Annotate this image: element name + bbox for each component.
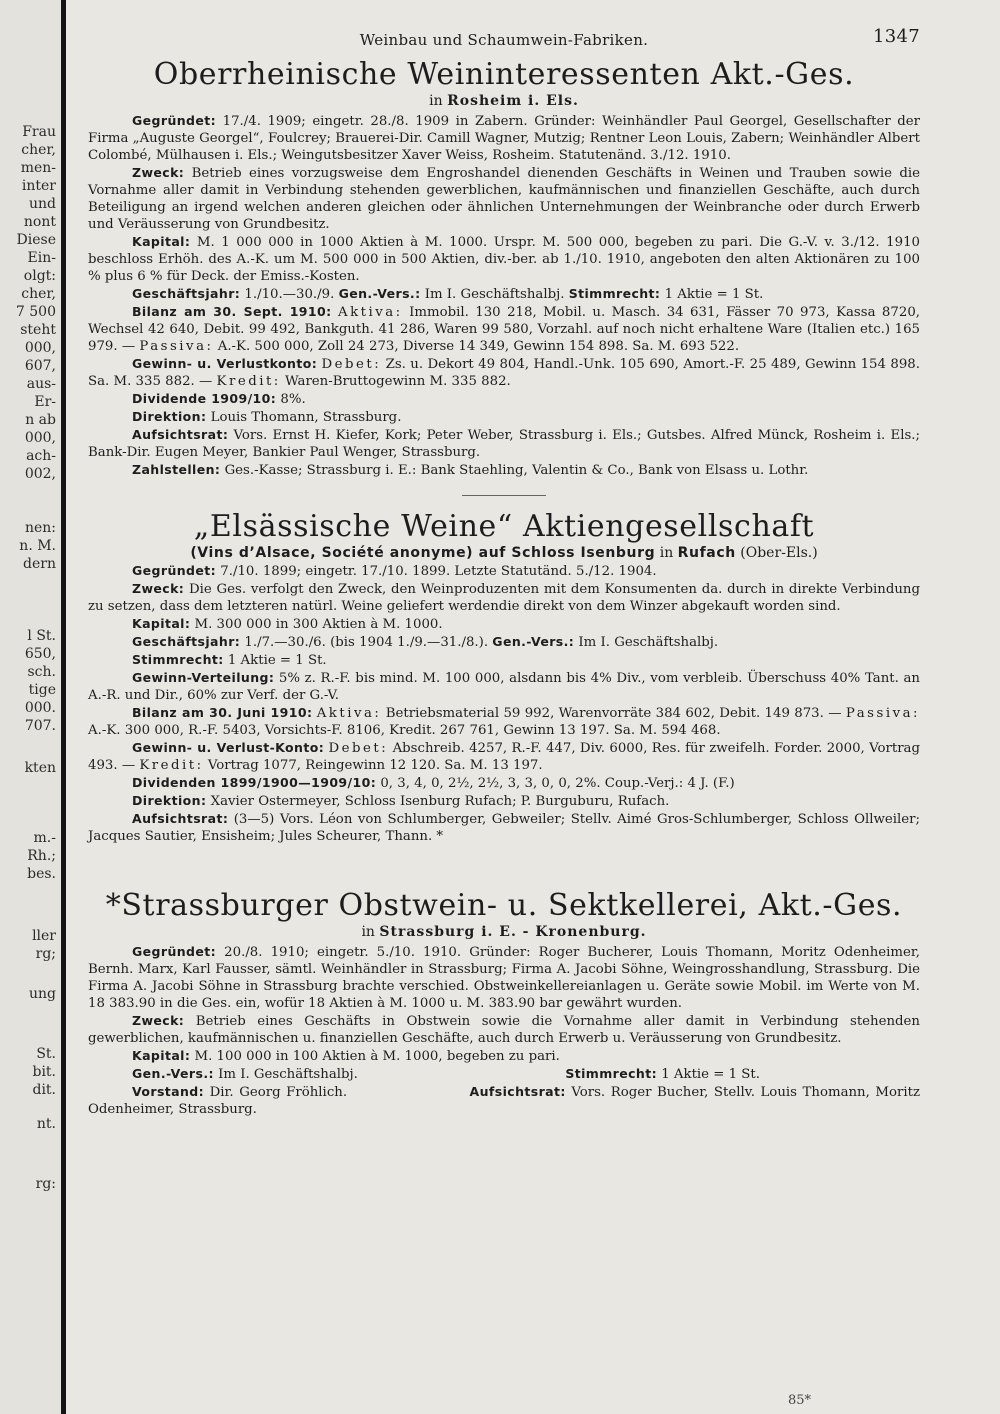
margin-fragment: 7 500 xyxy=(15,304,56,320)
margin-fragment: bes. xyxy=(27,866,56,882)
margin-fragment: cher, xyxy=(21,142,56,158)
debit-word: Debet: xyxy=(321,357,382,372)
general-meeting-label: Gen.-Vers.: xyxy=(338,286,421,301)
margin-fragment: n ab xyxy=(25,412,56,428)
margin-fragment: 650, xyxy=(24,646,56,662)
board-text: Vors. Ernst H. Kiefer, Kork; Peter Weber, Strassburg i. Els.; Gutsbes. Alfred Münck, Rosheim i. Els.; Bank-Dir. Eugen Meyer, Bankier Paul Wenger, Strassburg. xyxy=(88,428,920,460)
margin-fragment: 002, xyxy=(24,466,56,482)
pl-paragraph xyxy=(88,355,920,390)
capital-paragraph xyxy=(88,615,920,633)
entry-oberrheinische xyxy=(88,58,920,479)
company-title: Oberrheinische Weininteressenten Akt.-Ges. xyxy=(153,57,855,92)
paying-agents-label: Zahlstellen: xyxy=(132,462,221,477)
capital-paragraph xyxy=(88,1047,920,1065)
running-title: Weinbau und Schaumwein-Fabriken. xyxy=(359,31,649,49)
assets-word: Aktiva: xyxy=(337,305,403,320)
balance-paragraph xyxy=(88,303,920,355)
section-divider xyxy=(462,495,546,496)
margin-fragment: 707. xyxy=(24,718,56,734)
credit-word: Kredit: xyxy=(216,374,281,389)
purpose-text: Betrieb eines vorzugsweise dem Engroshandel dienenden Geschäfts in Weinen und Trauben sowie die Vornahme aller damit in Verbindung stehenden gewerblichen, kaufmännischen und finanziellen Geschäfte, auch durch Beteiligung an irgend welchen anderen gleichen oder ähnlichen Unternehmungen der Weinbranche oder durch Erwerb und Veräusserung von Grundbesitz. xyxy=(88,166,920,232)
dividend-text: 8%. xyxy=(280,392,306,407)
credit-word: Kredit: xyxy=(139,758,204,773)
capital-text: M. 100 000 in 100 Aktien à M. 1000, begeben zu pari. xyxy=(194,1049,560,1064)
location-city: Rosheim i. Els. xyxy=(447,93,579,109)
management-text: Xavier Ostermeyer, Schloss Isenburg Rufach; P. Burguburu, Rufach. xyxy=(210,794,670,809)
subtitle-city: Rufach xyxy=(677,545,736,561)
location-city: Strassburg i. E. - Kronenburg. xyxy=(379,924,647,940)
capital-label: Kapital: xyxy=(132,1048,191,1063)
voting-right-text: 1 Aktie = 1 St. xyxy=(661,1067,760,1082)
margin-fragment: 000. xyxy=(24,700,56,716)
founded-paragraph xyxy=(88,562,920,580)
general-meeting-label: Gen.-Vers.: xyxy=(492,634,575,649)
dividend-text: 0, 3, 4, 0, 2½, 2½, 3, 3, 0, 0, 2%. Coup.-Verj.: 4 J. (F.) xyxy=(380,776,735,791)
margin-fragment: Ein- xyxy=(27,250,56,266)
purpose-text: Die Ges. verfolgt den Zweck, den Weinproduzenten mit dem Konsumenten da. durch in direkte Verbindung zu setzen, dass dem letzteren natürl. Weine geliefert werdendie direkt von dem Winzer abgekauft worden sind. xyxy=(88,582,920,614)
voting-right-text: 1 Aktie = 1 St. xyxy=(664,287,764,302)
running-header xyxy=(88,24,920,52)
assets-word: Aktiva: xyxy=(316,706,382,721)
fiscal-year-text: 1./10.—30./9. xyxy=(244,287,335,302)
margin-fragment: und xyxy=(29,196,56,212)
margin-fragment: ach- xyxy=(26,448,56,464)
page-number: 1347 xyxy=(872,26,920,47)
company-location xyxy=(88,92,920,110)
liabilities-word: Passiva: xyxy=(139,339,214,354)
purpose-paragraph xyxy=(88,580,920,615)
margin-fragment: n. M. xyxy=(19,538,56,554)
margin-fragment: men- xyxy=(20,160,56,176)
fiscal-paragraph xyxy=(88,285,920,303)
paying-agents-text: Ges.-Kasse; Strassburg i. E.: Bank Staehling, Valentin & Co., Bank von Elsass u. Lothr. xyxy=(224,463,809,478)
location-prefix: in xyxy=(361,924,375,940)
signature-mark: 85* xyxy=(788,1393,812,1408)
credit-text: Waren-Bruttogewinn M. 335 882. xyxy=(285,374,511,389)
section-spacer xyxy=(88,845,920,889)
debit-word: Debet: xyxy=(328,741,389,756)
margin-fragment: dern xyxy=(23,556,56,572)
dividend-paragraph xyxy=(88,774,920,792)
balance-label: Bilanz am 30. Sept. 1910: xyxy=(132,304,332,319)
company-location xyxy=(88,923,920,941)
balance-paragraph xyxy=(88,704,920,739)
location-prefix: in xyxy=(429,93,443,109)
company-title: „Elsässische Weine“ Aktiengesellschaft xyxy=(193,509,815,544)
margin-fragment: ung xyxy=(29,986,56,1002)
company-subtitle xyxy=(88,544,920,562)
page xyxy=(88,24,920,1118)
founded-paragraph xyxy=(88,943,920,1012)
general-meeting-label: Gen.-Vers.: xyxy=(132,1066,214,1081)
profit-distribution-text: 5% z. R.-F. bis mind. M. 100 000, alsdann bis 4% Div., vom verbleib. Überschuss 40% Tant. an A.-R. und Dir., 60% zur Verf. der G.-V. xyxy=(88,671,920,703)
margin-fragment: inter xyxy=(21,178,56,194)
margin-fragment: l St. xyxy=(27,628,56,644)
margin-fragment: steht xyxy=(20,322,56,338)
board-text: (3—5) Vors. Léon von Schlumberger, Gebweiler; Stellv. Aimé Gros-Schlumberger, Schloss Ollweiler; Jacques Sautier, Ensisheim; Jules Scheurer, Thann. * xyxy=(88,812,920,844)
founded-text: 20./8. 1910; eingetr. 5./10. 1910. Gründer: Roger Bucherer, Louis Thomann, Moritz Odenheimer, Bernh. Marx, Karl Fausser, sämtl. Weinhändler in Strassburg; Firma A. Jacobi Söhne, Weingrosshandlung, Strassburg. Die Firma A. Jacobi Söhne in Strassburg brachte verschied. Obstweinkellereianlagen u. Geräte sowie Mobil. im Werte von M. 18 383.90 in die Ges. ein, wofür 18 Aktien à M. 1000 u. M. 383.90 bar gewährt wurden. xyxy=(88,945,920,1011)
balance-label: Bilanz am 30. Juni 1910: xyxy=(132,705,313,720)
liabilities-word: Passiva: xyxy=(845,706,920,721)
margin-fragment: cher, xyxy=(21,286,56,302)
margin-fragment: nen: xyxy=(24,520,56,536)
capital-paragraph xyxy=(88,233,920,285)
entry-elsaessische-weine xyxy=(88,510,920,845)
profit-distribution-label: Gewinn-Verteilung: xyxy=(132,670,275,685)
pl-label: Gewinn- u. Verlust-Konto: xyxy=(132,740,325,755)
purpose-label: Zweck: xyxy=(132,165,185,180)
management-paragraph xyxy=(88,792,920,810)
dividend-paragraph xyxy=(88,390,920,408)
voting-right xyxy=(565,1065,760,1083)
margin-fragment: Diese xyxy=(16,232,56,248)
margin-fragment: nt. xyxy=(36,1116,56,1132)
executive-label: Vorstand: xyxy=(132,1084,205,1099)
voting-paragraph xyxy=(88,651,920,669)
margin-fragment: olgt: xyxy=(23,268,56,284)
founded-label: Gegründet: xyxy=(132,563,217,578)
margin-fragment: ller xyxy=(32,928,56,944)
credit-text: Vortrag 1077, Reingewinn 12 120. Sa. M. 13 197. xyxy=(207,758,543,773)
voting-right-label: Stimmrecht: xyxy=(132,652,224,667)
dividend-label: Dividenden 1899/1900—1909/10: xyxy=(132,775,377,790)
founded-label: Gegründet: xyxy=(132,113,217,128)
purpose-label: Zweck: xyxy=(132,581,185,596)
margin-fragment: 000, xyxy=(24,430,56,446)
margin-fragment: m.- xyxy=(33,830,56,846)
capital-label: Kapital: xyxy=(132,616,191,631)
purpose-paragraph xyxy=(88,1012,920,1047)
subtitle-name: (Vins d’Alsace, Société anonyme) auf Schloss Isenburg xyxy=(190,545,656,561)
margin-fragment: kten xyxy=(24,760,56,776)
meeting-voting-row xyxy=(88,1065,920,1083)
margin-fragment: bit. xyxy=(32,1064,56,1080)
debit-text: Abschreib. 4257, R.-F. 447, Div. 6000, Res. für zweifelh. Forder. 2000, Vortrag 493. — xyxy=(88,741,920,773)
margin-fragment: Er- xyxy=(34,394,56,410)
founded-paragraph xyxy=(88,112,920,164)
executive-text: Dir. Georg Fröhlich. xyxy=(209,1085,348,1100)
board-paragraph xyxy=(88,1083,920,1118)
margin-fragment: 000, xyxy=(24,340,56,356)
board-paragraph xyxy=(88,426,920,461)
general-meeting-text: Im I. Geschäftshalbj. xyxy=(424,287,565,302)
profit-distribution-paragraph xyxy=(88,669,920,704)
liabilities-text: A.-K. 500 000, Zoll 24 273, Diverse 14 349, Gewinn 154 898. Sa. M. 693 522. xyxy=(217,339,740,354)
gutter-shadow xyxy=(61,0,66,1414)
fiscal-year-text: 1./7.—30./6. (bis 1904 1./9.—31./8.). xyxy=(244,635,489,650)
entry-strassburger-obstwein xyxy=(88,889,920,1118)
capital-text: M. 1 000 000 in 1000 Aktien à M. 1000. Urspr. M. 500 000, begeben zu pari. Die G.-V. v. 3./12. 1910 beschloss Erhöh. des A.-K. um M. 500 000 in 500 Aktien, div.-ber. ab 1./10. 1910, angeboten den alten Aktionären zu 100 % plus 6 % für Deck. der Emiss.-Kosten. xyxy=(88,235,920,284)
capital-label: Kapital: xyxy=(132,234,191,249)
subtitle-region: (Ober-Els.) xyxy=(740,545,818,561)
capital-text: M. 300 000 in 300 Aktien à M. 1000. xyxy=(194,617,443,632)
previous-page-edge xyxy=(0,0,66,1414)
purpose-label: Zweck: xyxy=(132,1013,185,1028)
board-label: Aufsichtsrat: xyxy=(132,811,229,826)
pl-paragraph xyxy=(88,739,920,774)
management-label: Direktion: xyxy=(132,409,207,424)
margin-fragment: dit. xyxy=(32,1082,56,1098)
voting-right-label: Stimmrecht: xyxy=(565,1066,657,1081)
management-label: Direktion: xyxy=(132,793,207,808)
board-label: Aufsichtsrat: xyxy=(469,1084,566,1099)
margin-fragment: Frau xyxy=(22,124,56,140)
general-meeting-text: Im I. Geschäftshalbj. xyxy=(578,635,719,650)
fiscal-year-label: Geschäftsjahr: xyxy=(132,634,241,649)
purpose-paragraph xyxy=(88,164,920,233)
assets-text: Immobil. 130 218, Mobil. u. Masch. 34 631, Fässer 70 973, Kassa 8720, Wechsel 42 640, Debit. 99 492, Bankguth. 41 286, Waren 99 580, Vorzahl. auf noch nicht erhaltene Ware (Italien etc.) 165 979. — xyxy=(88,305,921,354)
pl-label: Gewinn- u. Verlustkonto: xyxy=(132,356,318,371)
margin-fragment: Rh.; xyxy=(27,848,56,864)
margin-fragment: 607, xyxy=(24,358,56,374)
purpose-text: Betrieb eines Geschäfts in Obstwein sowie die Vornahme aller damit in Verbindung stehenden gewerblichen, kaufmännischen u. finanziellen Geschäfte, auch durch Erwerb u. Veräusserung von Grundbesitz. xyxy=(88,1014,920,1046)
company-title: *Strassburger Obstwein- u. Sektkellerei, Akt.-Ges. xyxy=(105,888,903,923)
margin-fragment: tige xyxy=(28,682,56,698)
board-text: Vors. Roger Bucher, Stellv. Louis Thomann, Moritz Odenheimer, Strassburg. xyxy=(88,1085,920,1117)
fiscal-year-label: Geschäftsjahr: xyxy=(132,286,241,301)
fiscal-paragraph xyxy=(88,633,920,651)
management-text: Louis Thomann, Strassburg. xyxy=(210,410,402,425)
founded-text: 17./4. 1909; eingetr. 28./8. 1909 in Zabern. Gründer: Weinhändler Paul Georgel, Gesellschafter der Firma „Auguste Georgel“, Foulcrey; Brauerei-Dir. Camill Wagner, Mutzig; Rentner Leon Louis, Zabern; Weinhändler Albert Colombé, Mülhausen i. Els.; Weingutsbesitzer Xaver Weiss, Rosheim. Statutenänd. 3./12. 1910. xyxy=(88,114,920,163)
liabilities-text: A.-K. 300 000, R.-F. 5403, Vorsichts-F. 8106, Kredit. 267 761, Gewinn 13 197. Sa. M. 594 468. xyxy=(88,723,721,738)
management-paragraph xyxy=(88,408,920,426)
subtitle-in: in xyxy=(659,545,674,561)
founded-label: Gegründet: xyxy=(132,944,217,959)
margin-fragment: aus- xyxy=(26,376,56,392)
margin-fragment: St. xyxy=(36,1046,56,1062)
general-meeting-text: Im I. Geschäftshalbj. xyxy=(218,1067,358,1082)
founded-text: 7./10. 1899; eingetr. 17./10. 1899. Letzte Statutänd. 5./12. 1904. xyxy=(220,564,657,579)
margin-fragment: nont xyxy=(23,214,56,230)
board-paragraph xyxy=(88,810,920,845)
margin-fragment: rg: xyxy=(35,1176,56,1192)
dividend-label: Dividende 1909/10: xyxy=(132,391,277,406)
margin-fragment: rg; xyxy=(35,946,56,962)
board-label: Aufsichtsrat: xyxy=(132,427,229,442)
debit-text: Zs. u. Dekort 49 804, Handl.-Unk. 105 690, Amort.-F. 25 489, Gewinn 154 898. Sa. M. 335 882. — xyxy=(88,357,920,389)
assets-text: Betriebsmaterial 59 992, Warenvorräte 384 602, Debit. 149 873. — xyxy=(385,706,842,721)
general-meeting xyxy=(132,1065,358,1083)
voting-right-label: Stimmrecht: xyxy=(568,286,661,301)
voting-right-text: 1 Aktie = 1 St. xyxy=(227,653,327,668)
margin-fragment: sch. xyxy=(27,664,56,680)
paying-agents-paragraph xyxy=(88,461,920,479)
